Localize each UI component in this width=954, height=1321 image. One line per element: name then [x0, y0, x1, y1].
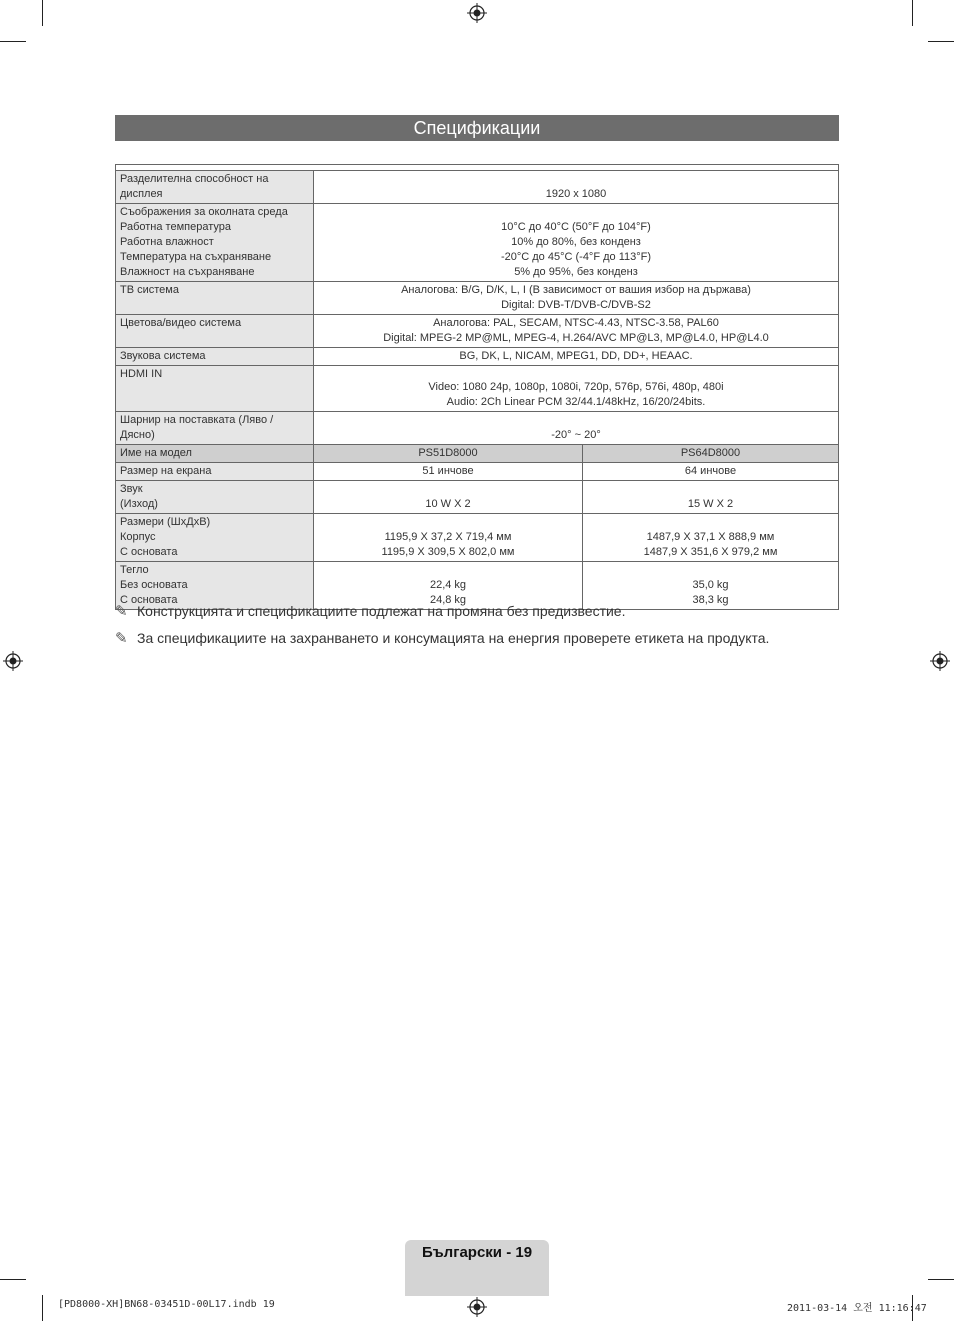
note-item	[115, 629, 769, 647]
model-name: PS51D8000	[314, 445, 583, 463]
spec-label: Размери (ШхДхВ)	[120, 516, 211, 528]
spec-label: Разделителна способност на дисплея	[120, 173, 269, 200]
spec-label: HDMI IN	[120, 368, 163, 380]
spec-label-cell	[116, 282, 314, 315]
spec-label: Температура на съхраняване	[120, 251, 272, 263]
spec-value-cell	[314, 282, 839, 315]
spec-label: Звук	[120, 483, 143, 495]
spec-value: 5% до 95%, без конденз	[514, 266, 638, 278]
spec-value: Аналогова: B/G, D/K, L, I (В зависимост от вашия избор на държава)	[401, 284, 751, 296]
crop-mark	[928, 1279, 954, 1280]
table-row	[116, 463, 839, 481]
spec-label-cell	[116, 315, 314, 348]
table-row	[116, 412, 839, 445]
spec-value: 51 инчове	[422, 465, 474, 477]
table-row	[116, 514, 839, 562]
spec-value: 24,8 kg	[429, 594, 467, 606]
crop-mark	[928, 41, 954, 42]
spec-value: 38,3 kg	[692, 594, 729, 606]
spec-value-cell	[583, 481, 839, 514]
crop-mark	[0, 1279, 26, 1280]
spec-value-cell	[314, 481, 583, 514]
spec-label: ТВ система	[120, 284, 179, 296]
spec-label: Работна температура	[120, 221, 231, 233]
spec-value: Аналогова: PAL, SECAM, NTSC-4.43, NTSC-3.58, PAL60	[433, 317, 719, 329]
table-row	[116, 315, 839, 348]
file-info: [PD8000-XH]BN68-03451D-00L17.indb 19	[58, 1299, 275, 1310]
spec-label-cell	[116, 412, 314, 445]
spec-value: Digital: MPEG-2 MP@ML, MPEG-4, H.264/AVC MP@L3, MP@L4.0, HP@L4.0	[383, 332, 769, 344]
spec-label-cell	[116, 481, 314, 514]
registration-mark-icon	[930, 651, 950, 671]
spec-label-cell	[116, 366, 314, 412]
crop-mark	[42, 1295, 43, 1321]
spec-label: Звукова система	[120, 350, 206, 362]
table-row	[116, 171, 839, 204]
spec-table	[115, 164, 839, 610]
spec-label: С основата	[120, 594, 178, 606]
spec-value: 64 инчове	[684, 465, 737, 477]
table-row	[116, 282, 839, 315]
spec-value-cell	[314, 348, 839, 366]
crop-mark	[0, 41, 26, 42]
spec-value: 1195,9 X 37,2 X 719,4 мм	[384, 531, 512, 543]
spec-label: Работна влажност	[120, 236, 214, 248]
table-row	[116, 204, 839, 282]
spec-label: Цветова/видео система	[120, 317, 242, 329]
spec-label-cell	[116, 348, 314, 366]
spec-value-cell	[583, 463, 839, 481]
table-row	[116, 366, 839, 412]
page-title: Спецификации	[115, 115, 839, 141]
table-row	[116, 481, 839, 514]
spec-value: Video: 1080 24p, 1080p, 1080i, 720p, 576p, 576i, 480p, 480i	[428, 381, 724, 393]
spec-label-cell	[116, 204, 314, 282]
print-timestamp: 2011-03-14 오전 11:16:47	[787, 1303, 927, 1314]
spec-value: -20° ~ 20°	[551, 429, 601, 441]
spec-value: Digital: DVB-T/DVB-C/DVB-S2	[501, 299, 651, 311]
spec-value-cell	[314, 463, 583, 481]
spec-value-cell	[314, 315, 839, 348]
registration-mark-icon	[3, 651, 23, 671]
spec-value: 1487,9 X 351,6 X 979,2 мм	[643, 546, 778, 558]
spec-label: Размер на екрана	[120, 465, 212, 477]
spec-value-cell	[314, 514, 583, 562]
spec-value: Audio: 2Ch Linear PCM 32/44.1/48kHz, 16/20/24bits.	[446, 396, 706, 408]
spec-label: Без основата	[120, 579, 188, 591]
registration-mark-icon	[467, 1297, 487, 1317]
model-header-label: Име на модел	[116, 445, 314, 463]
note-text: Конструкцията и спецификациите подлежат на промяна без предизвестие.	[137, 603, 626, 619]
spec-value: 1920 x 1080	[545, 188, 607, 200]
spec-value: -20°C до 45°C (-4°F до 113°F)	[500, 251, 652, 263]
spec-value: 10°C до 40°C (50°F до 104°F)	[501, 221, 651, 233]
crop-mark	[912, 0, 913, 26]
crop-mark	[42, 0, 43, 26]
spec-value: 35,0 kg	[692, 579, 729, 591]
spec-value-cell	[314, 204, 839, 282]
spec-label-cell	[116, 514, 314, 562]
spec-label: Корпус	[120, 531, 156, 543]
spec-value-cell	[314, 171, 839, 204]
spec-value: 15 W X 2	[687, 498, 734, 510]
page-number-label: Български - 19	[421, 1244, 533, 1261]
spec-value: 1487,9 X 37,1 X 888,9 мм	[646, 531, 775, 543]
spec-label: Тегло	[120, 564, 149, 576]
spec-label: С основата	[120, 546, 178, 558]
note-item	[115, 602, 625, 620]
spec-label-cell	[116, 171, 314, 204]
spec-label: Съображения за околната среда	[120, 206, 288, 218]
spec-value: 10% до 80%, без конденз	[511, 236, 641, 248]
spec-value: 10 W X 2	[425, 498, 471, 510]
spec-value-cell	[314, 366, 839, 412]
spec-label: Влажност на съхраняване	[120, 266, 255, 278]
spec-value-cell	[314, 412, 839, 445]
model-header-row	[116, 445, 839, 463]
spec-label: Шарнир на поставката (Ляво / Дясно)	[120, 414, 274, 441]
spec-value-cell	[583, 514, 839, 562]
pencil-icon: ✎	[115, 603, 128, 620]
spec-value: BG, DK, L, NICAM, MPEG1, DD, DD+, HEAAC.	[459, 350, 693, 362]
note-text: За спецификациите на захранването и консумацията на енергия проверете етикета на продукта.	[137, 630, 770, 646]
spec-value: 22,4 kg	[429, 579, 467, 591]
table-row	[116, 348, 839, 366]
spec-label: (Изход)	[120, 498, 158, 510]
model-name: PS64D8000	[583, 445, 839, 463]
spec-label-cell	[116, 463, 314, 481]
pencil-icon: ✎	[115, 630, 128, 647]
spec-value: 1195,9 X 309,5 X 802,0 мм	[381, 546, 515, 558]
registration-mark-icon	[467, 3, 487, 23]
